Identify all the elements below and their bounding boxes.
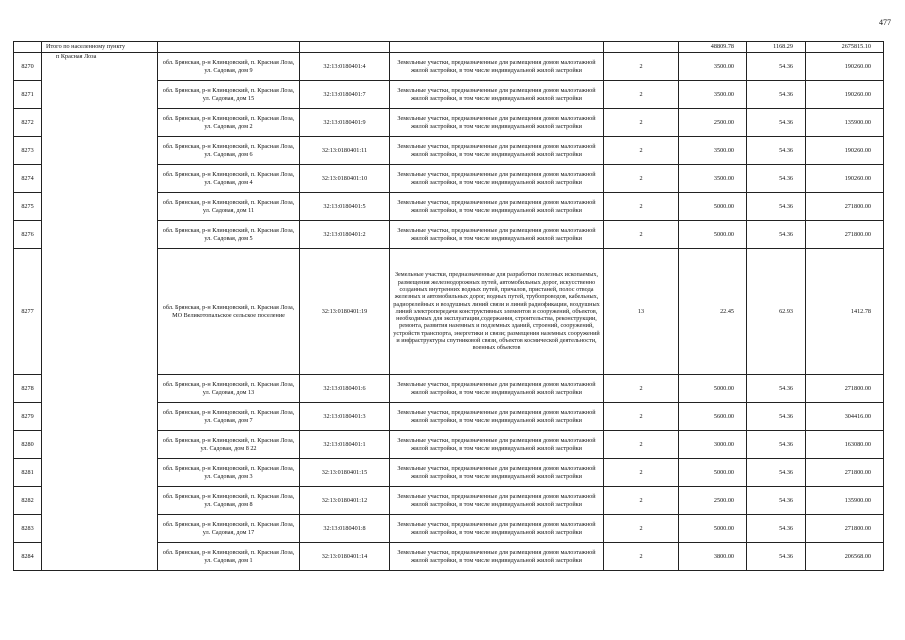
specific-value: 54.36 [747, 109, 806, 137]
cadastral-number: 32:13:0180401:4 [300, 53, 390, 81]
land-use-description: Земельные участки, предназначенные для размещения домов малоэтажной жилой застройки, в том числе индивидуальной жилой застройки [390, 109, 604, 137]
row-number: 8281 [14, 459, 42, 487]
category-code: 2 [604, 459, 679, 487]
specific-value: 54.36 [747, 165, 806, 193]
category-code: 2 [604, 515, 679, 543]
land-use-description: Земельные участки, предназначенные для размещения домов малоэтажной жилой застройки, в том числе индивидуальной жилой застройки [390, 193, 604, 221]
cadastral-value: 190260.00 [806, 137, 884, 165]
specific-value: 54.36 [747, 137, 806, 165]
specific-value: 54.36 [747, 515, 806, 543]
total-blank-cell [604, 42, 679, 53]
cadastral-value: 190260.00 [806, 53, 884, 81]
specific-value: 62.93 [747, 249, 806, 375]
specific-value: 54.36 [747, 81, 806, 109]
total-area: 48809.78 [679, 42, 747, 53]
row-number: 8284 [14, 543, 42, 571]
cadastral-number: 32:13:0180401:6 [300, 375, 390, 403]
land-use-description: Земельные участки, предназначенные для размещения домов малоэтажной жилой застройки, в том числе индивидуальной жилой застройки [390, 459, 604, 487]
specific-value: 54.36 [747, 53, 806, 81]
land-use-description: Земельные участки, предназначенные для размещения домов малоэтажной жилой застройки, в том числе индивидуальной жилой застройки [390, 515, 604, 543]
cadastral-value: 1412.78 [806, 249, 884, 375]
address-cell: обл. Брянская, р-н Клинцовский, п. Красная Лоза, ул. Садовая, дом 1 [158, 543, 300, 571]
specific-value: 54.36 [747, 431, 806, 459]
land-use-description: Земельные участки, предназначенные для размещения домов малоэтажной жилой застройки, в том числе индивидуальной жилой застройки [390, 53, 604, 81]
area-value: 2500.00 [679, 487, 747, 515]
category-code: 2 [604, 375, 679, 403]
land-use-description: Земельные участки, предназначенные для разработки полезных ископаемых, размещения железнодорожных путей, автомобильных дорог, искусственно созданных внутренних водных путей, причалов, пристаней, полос отвода железных и автомобильных дорог, водных путей, трубопроводов, кабельных, радиорелейных и воздушных линий связи и линий радиофикации, воздушных линий электропередачи конструктивных элементов и сооружений, объектов, необходимых для эксплуатации,содержания, строительства, реконструкции, ремонта, развития наземных и подземных зданий, строений, сооружений, устройств транспорта, энергетики и связи; размещения наземных сооружений и инфраструктуры спутниковой связи, объектов космической деятельности, военных объектов [390, 249, 604, 375]
cadastral-value: 271800.00 [806, 375, 884, 403]
area-value: 3500.00 [679, 81, 747, 109]
address-cell: обл. Брянская, р-н Клинцовский, п. Красная Лоза, ул. Садовая, дом 3 [158, 459, 300, 487]
cadastral-value: 163080.00 [806, 431, 884, 459]
category-code: 2 [604, 193, 679, 221]
category-code: 2 [604, 487, 679, 515]
table-row [14, 53, 884, 81]
address-cell: обл. Брянская, р-н Клинцовский, п. Красная Лоза, ул. Садовая, дом 7 [158, 403, 300, 431]
address-cell: обл. Брянская, р-н Клинцовский, п. Красная Лоза, ул. Садовая, дом 13 [158, 375, 300, 403]
area-value: 2500.00 [679, 109, 747, 137]
cadastral-value: 206568.00 [806, 543, 884, 571]
specific-value: 54.36 [747, 543, 806, 571]
land-use-description: Земельные участки, предназначенные для размещения домов малоэтажной жилой застройки, в том числе индивидуальной жилой застройки [390, 81, 604, 109]
address-cell: обл. Брянская, р-н Клинцовский, п. Красная Лоза, ул. Садовая, дом 17 [158, 515, 300, 543]
category-code: 2 [604, 53, 679, 81]
cadastral-number: 32:13:0180401:8 [300, 515, 390, 543]
category-code: 2 [604, 403, 679, 431]
address-cell: обл. Брянская, р-н Клинцовский, п. Красная Лоза, ул. Садовая, дом 4 [158, 165, 300, 193]
row-number: 8273 [14, 137, 42, 165]
category-code: 13 [604, 249, 679, 375]
row-number: 8279 [14, 403, 42, 431]
row-number: 8278 [14, 375, 42, 403]
cadastral-number: 32:13:0180401:1 [300, 431, 390, 459]
row-number: 8280 [14, 431, 42, 459]
cadastral-value: 271800.00 [806, 515, 884, 543]
settlement-name: п Красная Лоза [42, 53, 158, 571]
address-cell: обл. Брянская, р-н Клинцовский, п. Красная Лоза, ул. Садовая, дом 5 [158, 221, 300, 249]
land-use-description: Земельные участки, предназначенные для размещения домов малоэтажной жилой застройки, в том числе индивидуальной жилой застройки [390, 375, 604, 403]
specific-value: 54.36 [747, 375, 806, 403]
cadastral-value: 304416.00 [806, 403, 884, 431]
land-use-description: Земельные участки, предназначенные для размещения домов малоэтажной жилой застройки, в том числе индивидуальной жилой застройки [390, 431, 604, 459]
specific-value: 54.36 [747, 403, 806, 431]
area-value: 5000.00 [679, 193, 747, 221]
cadastral-number: 32:13:0180401:2 [300, 221, 390, 249]
area-value: 22.45 [679, 249, 747, 375]
cadastral-value: 271800.00 [806, 193, 884, 221]
row-number: 8275 [14, 193, 42, 221]
cadastral-number: 32:13:0180401:5 [300, 193, 390, 221]
address-cell: обл. Брянская, р-н Клинцовский, п. Красная Лоза, ул. Садовая, дом 15 [158, 81, 300, 109]
row-number: 8277 [14, 249, 42, 375]
row-number: 8270 [14, 53, 42, 81]
cadastral-value: 135900.00 [806, 109, 884, 137]
area-value: 3500.00 [679, 137, 747, 165]
land-use-description: Земельные участки, предназначенные для размещения домов малоэтажной жилой застройки, в том числе индивидуальной жилой застройки [390, 165, 604, 193]
specific-value: 54.36 [747, 221, 806, 249]
category-code: 2 [604, 221, 679, 249]
cadastral-number: 32:13:0180401:11 [300, 137, 390, 165]
row-number: 8283 [14, 515, 42, 543]
specific-value: 54.36 [747, 193, 806, 221]
area-value: 5600.00 [679, 403, 747, 431]
cadastral-value: 271800.00 [806, 459, 884, 487]
cadastral-value: 271800.00 [806, 221, 884, 249]
category-code: 2 [604, 431, 679, 459]
area-value: 5000.00 [679, 515, 747, 543]
area-value: 3500.00 [679, 165, 747, 193]
total-blank-cell [158, 42, 300, 53]
row-number: 8272 [14, 109, 42, 137]
area-value: 5000.00 [679, 459, 747, 487]
specific-value: 54.36 [747, 459, 806, 487]
area-value: 3800.00 [679, 543, 747, 571]
cadastral-value-table [13, 41, 884, 571]
row-number: 8276 [14, 221, 42, 249]
page-number: 477 [879, 18, 891, 27]
address-cell: обл. Брянская, р-н Клинцовский, п. Красная Лоза, ул. Садовая, дом 2 [158, 109, 300, 137]
cadastral-number: 32:13:0180401:3 [300, 403, 390, 431]
cadastral-number: 32:13:0180401:14 [300, 543, 390, 571]
category-code: 2 [604, 81, 679, 109]
cadastral-number: 32:13:0180401:9 [300, 109, 390, 137]
area-value: 5000.00 [679, 221, 747, 249]
address-cell: обл. Брянская, р-н Клинцовский, п. Красная Лоза, ул. Садовая, дом 9 [158, 53, 300, 81]
area-value: 5000.00 [679, 375, 747, 403]
cadastral-number: 32:13:0180401:7 [300, 81, 390, 109]
address-cell: обл. Брянская, р-н Клинцовский, п. Красная Лоза, МО Великотопальское сельское поселение [158, 249, 300, 375]
land-use-description: Земельные участки, предназначенные для размещения домов малоэтажной жилой застройки, в том числе индивидуальной жилой застройки [390, 137, 604, 165]
address-cell: обл. Брянская, р-н Клинцовский, п. Красная Лоза, ул. Садовая, дом 8 [158, 487, 300, 515]
address-cell: обл. Брянская, р-н Клинцовский, п. Красная Лоза, ул. Садовая, дом 11 [158, 193, 300, 221]
total-blank-cell [300, 42, 390, 53]
cadastral-number: 32:13:0180401:15 [300, 459, 390, 487]
total-label: Итого по населенному пункту [42, 42, 158, 53]
category-code: 2 [604, 165, 679, 193]
category-code: 2 [604, 543, 679, 571]
total-blank-cell [390, 42, 604, 53]
address-cell: обл. Брянская, р-н Клинцовский, п. Красная Лоза, ул. Садовая, дом 6 [158, 137, 300, 165]
area-value: 3500.00 [679, 53, 747, 81]
settlement-total-row [14, 42, 884, 53]
land-use-description: Земельные участки, предназначенные для размещения домов малоэтажной жилой застройки, в том числе индивидуальной жилой застройки [390, 221, 604, 249]
category-code: 2 [604, 109, 679, 137]
cadastral-number: 32:13:0180401:12 [300, 487, 390, 515]
row-number: 8282 [14, 487, 42, 515]
cadastral-value: 135900.00 [806, 487, 884, 515]
cadastral-value: 190260.00 [806, 165, 884, 193]
row-number: 8271 [14, 81, 42, 109]
cadastral-value: 190260.00 [806, 81, 884, 109]
cadastral-number: 32:13:0180401:10 [300, 165, 390, 193]
total-value: 2675815.10 [806, 42, 884, 53]
area-value: 3000.00 [679, 431, 747, 459]
total-blank-cell [14, 42, 42, 53]
specific-value: 54.36 [747, 487, 806, 515]
total-rate: 1168.29 [747, 42, 806, 53]
category-code: 2 [604, 137, 679, 165]
row-number: 8274 [14, 165, 42, 193]
land-use-description: Земельные участки, предназначенные для размещения домов малоэтажной жилой застройки, в том числе индивидуальной жилой застройки [390, 543, 604, 571]
address-cell: обл. Брянская, р-н Клинцовский, п. Красная Лоза, ул. Садовая, дом 8 22 [158, 431, 300, 459]
land-use-description: Земельные участки, предназначенные для размещения домов малоэтажной жилой застройки, в том числе индивидуальной жилой застройки [390, 403, 604, 431]
land-use-description: Земельные участки, предназначенные для размещения домов малоэтажной жилой застройки, в том числе индивидуальной жилой застройки [390, 487, 604, 515]
cadastral-number: 32:13:0180401:19 [300, 249, 390, 375]
